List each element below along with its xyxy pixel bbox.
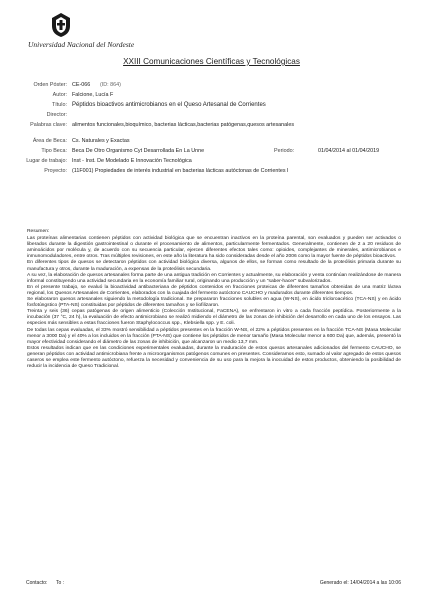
summary-paragraph: Las proteínas alimentarias contienen péptidos con actividad biológica que se encuentran inactivos en la proteína parental, son evaluados y pueden ser activados o liberados durante la digestión gastrointestinal o durante el procesamiento de alimentos, particularmente fermentados. Generalmente, contienen de 2 a 20 residuos de aminoácidos por molécula y, de acuerdo con su secuencia particular, ejercen diferentes efectos tales como: opioides, complejantes de minerales, antimicrobianos e inmunomoduladores, entre otros. Tras múltiples revisiones, en este año la literatura ha sido consideradas desde el año 2006 como la mayor fuente de péptidos bioactivos. bbox=[27, 236, 401, 260]
proyecto-label: Proyecto: bbox=[44, 168, 67, 174]
palabras-label: Palabras clave: bbox=[30, 122, 67, 128]
row-palabras bbox=[0, 122, 423, 132]
row-proyecto bbox=[0, 168, 423, 178]
event-title: XXIII Comunicaciones Científicas y Tecnológicas bbox=[123, 57, 300, 66]
row-tipo-beca bbox=[0, 148, 423, 158]
university-crest-icon bbox=[48, 12, 74, 38]
row-lugar bbox=[0, 158, 423, 168]
lugar-label: Lugar de trabajo: bbox=[26, 158, 67, 164]
lugar-value: Inst - Inst. De Modelado E Innovación Tecnológica bbox=[72, 158, 192, 164]
row-orden bbox=[0, 82, 423, 92]
tipo-value: Beca De Otro Organismo Cyt Desarrollada En La Unne bbox=[72, 148, 205, 154]
periodo-label: Periodo: bbox=[274, 148, 295, 154]
summary-paragraph: De todas las cepas evaluadas, el 33% mostró sensibilidad a péptidos presentes en la fracción W-NS, el 22% a péptidos presentes en la fracción TCA-NS (Masa Molecular menor a 3000 Da) y el 40% a los incluidos en la fracción (PTA-NS) que contiene los péptidos de menor tamaño (Masa Molecular menor a 600 Da) que, además, presentó la mayor efectividad considerando el diámetro de las zonas de inhibición, que alcanzaron un medio 13,7 mm. bbox=[27, 327, 401, 345]
director-label: Director: bbox=[46, 112, 67, 118]
row-director bbox=[0, 112, 423, 122]
summary-paragraph: Treinta y seis (36) cepas patógenas de origen alimenticio (Colección Institucional, FaCENA), se enfrentaron in vitro a cada fracción peptídica. Posteriormente a la incubación (37 °C, 24 h), la evaluación de efecto antimicrobiano se realizó midiendo el diámetro de las zonas de inhibición del desarrollo en cada uno de los ensayos. Las especies más sensibles a estas fracciones fueron Staphylococcus spp., Klebsiella spp. y E. coli. bbox=[27, 309, 401, 327]
summary-paragraph: A su vez, la elaboración de quesos artesanales forma parte de una antigua tradición en Corrientes y actualmente, su elaboración y venta continúan realizándose de manera informal constituyendo una actividad secundaria en la economía familiar rural, originando una producción y un "saber-hacer" subvalorizados. bbox=[27, 272, 401, 284]
autor-label: Autor: bbox=[52, 92, 67, 98]
tipo-label: Tipo Beca: bbox=[41, 148, 67, 154]
contacto-label: Contacto: bbox=[26, 580, 48, 586]
summary-paragraph: En diferentes tipos de quesos se detectaron péptidos con actividad biológica diversa, algunos de ellos, se forman como resultado de la proteólisis primaria durante su manufactura y otros, durante la maduración, a expensas de la proteólisis secundaria. bbox=[27, 260, 401, 272]
orden-value: CE-066 bbox=[72, 82, 91, 88]
proyecto-value: (11F001) Propiedades de interés industrial en bacterias lácticas autóctonas de Corrientes I bbox=[72, 168, 289, 174]
palabras-value: alimentos funcionales,bioquímico, bacterias lácticas,bacterias patógenas,quesos artesanales bbox=[72, 122, 295, 128]
summary-label: Resumen: bbox=[27, 229, 50, 234]
autor-value: Falcione, Lucía F bbox=[72, 92, 114, 98]
orden-id: (ID: 864) bbox=[100, 82, 121, 88]
summary-section bbox=[27, 229, 401, 370]
summary-paragraph: En el presente trabajo, se evaluó la bioactividad antibacteriana de péptidos contenidos en fracciones proteicas de diferentes tamaños obtenidas de una matriz láctea regional, los Quesos Artesanales de Corrientes, elaborados con la cuajada del fermento autóctono CAUCHO y madurados durante diferentes tiempos. bbox=[27, 284, 401, 296]
generated-timestamp: Generado el: 14/04/2014 a las 10:06 bbox=[319, 580, 401, 586]
row-autor bbox=[0, 92, 423, 102]
area-label: Área de Beca: bbox=[32, 138, 67, 144]
row-area bbox=[0, 138, 423, 148]
university-name: Universidad Nacional del Nordeste bbox=[28, 40, 135, 49]
titulo-label: Título: bbox=[52, 102, 67, 108]
row-titulo bbox=[0, 102, 423, 112]
periodo-value: 01/04/2014 al 01/04/2019 bbox=[318, 148, 380, 154]
contacto-value: To : bbox=[56, 580, 65, 586]
summary-paragraph: Estos resultados indican que en las condiciones experimentales evaluadas, durante la maduración de estos quesos artesanales adicionados del fermento CAUCHO, se generan péptidos con actividad antimicrobiana frente a microorganismos patógenos comunes en presentes. Consideramos esto, sumado al valor agregado de estos quesos caseros se emplea este fermento autóctono, refuerza la necesidad y conveniencia de su uso para la mejora la inocuidad de estos productos, obteniendo la posibilidad de reducir la incidencia de Queso Tradicional. bbox=[27, 345, 401, 370]
summary-paragraph: Se elaboraron quesos artesanales siguiendo la metodología tradicional. Se prepararon fracciones solubles en agua (W-NS), en ácido tricloroacético (TCA-NS) y en ácido fosfotúngstico (PTA-NS) constituidas por péptidos de diferentes tamaños y se liofilizaron. bbox=[27, 297, 401, 309]
titulo-value: Péptidos bioactivos antimicrobianos en el Queso Artesanal de Corrientes bbox=[72, 102, 266, 108]
poster-metadata bbox=[0, 82, 423, 178]
area-value: Cs. Naturales y Exactas bbox=[72, 138, 130, 144]
orden-label: Orden Póster: bbox=[33, 82, 67, 88]
